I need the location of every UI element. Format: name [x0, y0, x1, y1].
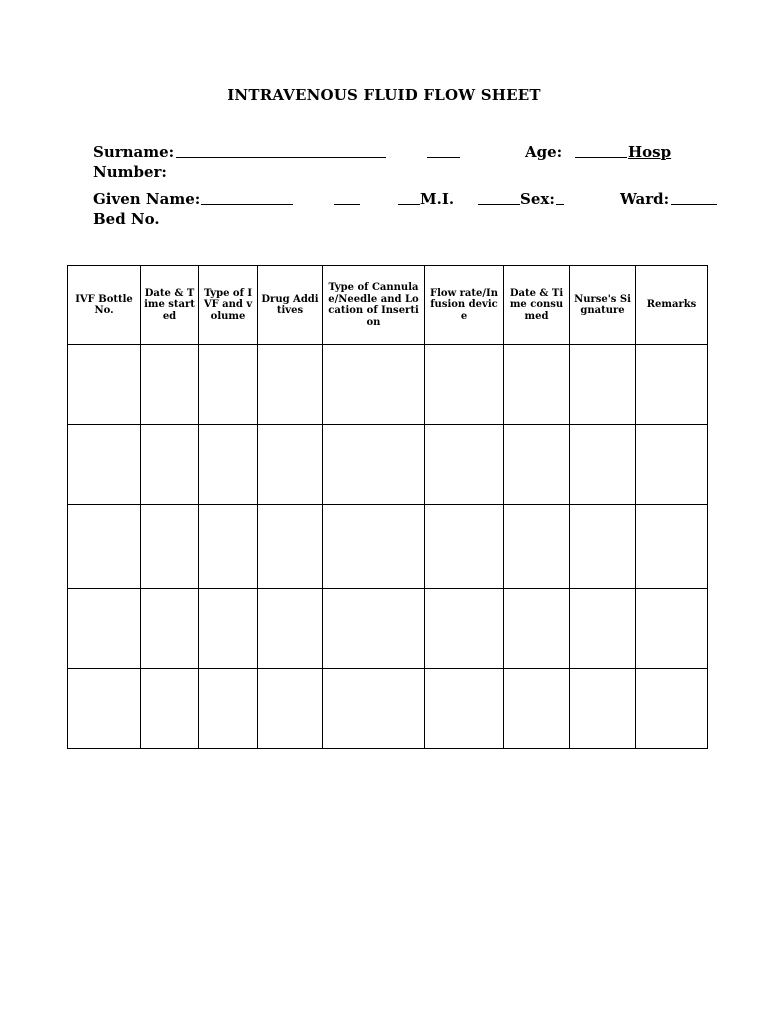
table-cell[interactable]	[323, 589, 425, 669]
table-cell[interactable]	[141, 505, 199, 589]
table-cell[interactable]	[636, 345, 708, 425]
table-cell[interactable]	[199, 589, 258, 669]
header-flow-rate-device: Flow rate/Infusion device	[425, 266, 504, 345]
patient-info-row-2	[93, 190, 733, 230]
age-field[interactable]	[575, 143, 627, 158]
table-cell[interactable]	[636, 669, 708, 749]
table-cell[interactable]	[425, 345, 504, 425]
table-cell[interactable]	[68, 425, 141, 505]
table-cell[interactable]	[199, 505, 258, 589]
table-cell[interactable]	[323, 669, 425, 749]
table-cell[interactable]	[636, 425, 708, 505]
table-cell[interactable]	[258, 669, 323, 749]
bed-no-label: Bed No.	[93, 210, 160, 228]
table-cell[interactable]	[504, 669, 570, 749]
table-cell[interactable]	[258, 589, 323, 669]
given-name-label: Given Name:	[93, 190, 201, 208]
table-row	[68, 345, 708, 425]
table-cell[interactable]	[570, 589, 636, 669]
header-date-time-started: Date & Time started	[141, 266, 199, 345]
table-cell[interactable]	[141, 345, 199, 425]
header-ivf-bottle-no: IVF Bottle No.	[68, 266, 141, 345]
table-header-row	[68, 266, 708, 345]
table-cell[interactable]	[570, 505, 636, 589]
header-type-of-ivf-volume: Type of IVF and volume	[199, 266, 258, 345]
table-cell[interactable]	[425, 669, 504, 749]
table-cell[interactable]	[199, 425, 258, 505]
table-row	[68, 505, 708, 589]
table-cell[interactable]	[504, 425, 570, 505]
table-cell[interactable]	[68, 669, 141, 749]
sex-field[interactable]	[478, 190, 520, 205]
header-drug-additives: Drug Additives	[258, 266, 323, 345]
table-cell[interactable]	[504, 589, 570, 669]
iv-fluid-flow-table	[67, 265, 708, 749]
table-cell[interactable]	[258, 345, 323, 425]
mi-field[interactable]	[398, 190, 420, 205]
table-cell[interactable]	[68, 505, 141, 589]
patient-info-row-1	[93, 143, 733, 183]
hosp-label: Hosp	[628, 143, 672, 161]
header-remarks: Remarks	[636, 266, 708, 345]
table-cell[interactable]	[570, 345, 636, 425]
mi-label: M.I.	[420, 190, 455, 208]
table-cell[interactable]	[636, 589, 708, 669]
header-date-time-consumed: Date & Time consumed	[504, 266, 570, 345]
document-title: INTRAVENOUS FLUID FLOW SHEET	[227, 86, 541, 104]
table-cell[interactable]	[323, 345, 425, 425]
header-cannulae-location: Type of Cannulae/Needle and Location of Insertion	[323, 266, 425, 345]
table-row	[68, 589, 708, 669]
surname-field[interactable]	[176, 143, 386, 158]
ward-field[interactable]	[671, 190, 717, 205]
table-cell[interactable]	[425, 505, 504, 589]
table-cell[interactable]	[570, 425, 636, 505]
table-cell[interactable]	[141, 669, 199, 749]
table-cell[interactable]	[199, 345, 258, 425]
given-name-extra-field[interactable]	[334, 190, 360, 205]
table-cell[interactable]	[425, 425, 504, 505]
table-cell[interactable]	[258, 505, 323, 589]
header-nurse-signature: Nurse's Signature	[570, 266, 636, 345]
table-cell[interactable]	[425, 589, 504, 669]
sex-label: Sex:	[520, 190, 555, 208]
table-cell[interactable]	[258, 425, 323, 505]
table-row	[68, 669, 708, 749]
table-cell[interactable]	[141, 589, 199, 669]
table-cell[interactable]	[199, 669, 258, 749]
table-cell[interactable]	[68, 589, 141, 669]
surname-label: Surname:	[93, 143, 175, 161]
sex-underline	[556, 190, 564, 205]
table-cell[interactable]	[570, 669, 636, 749]
table-cell[interactable]	[141, 425, 199, 505]
number-label: Number:	[93, 163, 167, 181]
table-cell[interactable]	[68, 345, 141, 425]
table-row	[68, 425, 708, 505]
table-cell[interactable]	[636, 505, 708, 589]
given-name-field[interactable]	[201, 190, 293, 205]
surname-extra-field[interactable]	[427, 143, 460, 158]
table-cell[interactable]	[323, 505, 425, 589]
ward-label: Ward:	[620, 190, 670, 208]
table-cell[interactable]	[504, 345, 570, 425]
age-label: Age:	[525, 143, 563, 161]
table-cell[interactable]	[504, 505, 570, 589]
table-cell[interactable]	[323, 425, 425, 505]
